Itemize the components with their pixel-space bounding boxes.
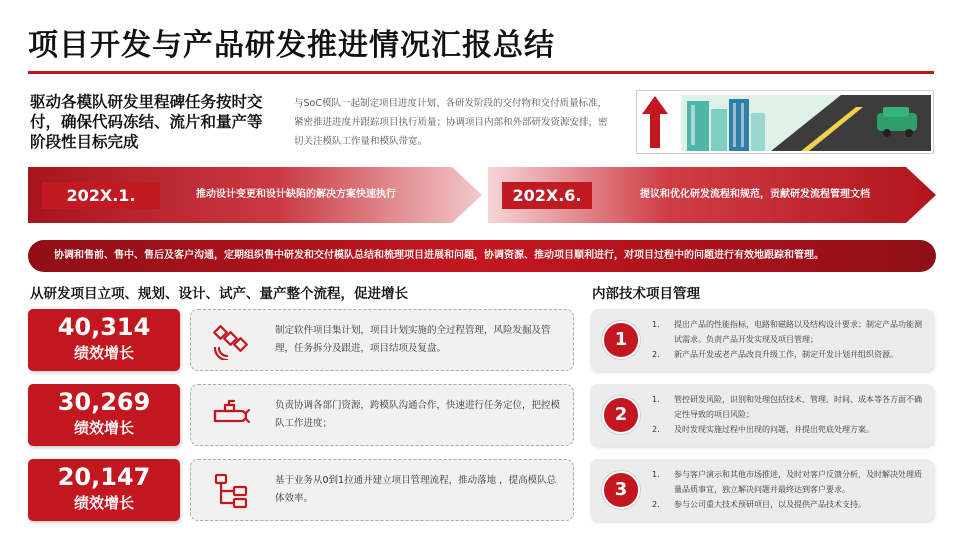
satellite-icon (211, 322, 251, 360)
tech-point-list (652, 392, 928, 437)
metric-detail-text: 负责协调各部门资源，跨模队沟通合作，快速进行任务定位，把控模队工作进度； (275, 400, 561, 429)
metric-detail-text: 制定软件项目集计划，项目计划实施的全过程管理，风险发掘及管理，任务拆分及跟进，项目结项及复盘。 (275, 325, 551, 354)
metric-label: 绩效增长 (73, 344, 134, 362)
intro-headline: 驱动各模队研发里程碑任务按时交付，确保代码冻结、流片和量产等阶段性目标完成 (30, 93, 263, 151)
intro-body: 与SoC模队一起制定项目进度计划、各研发阶段的交付物和交付质量标准，紧密推进进度并跟踪项目执行质量；协调项目内部和外部研发资源安排，密切关注模队工作量和模队带宽。 (294, 98, 608, 147)
list-item: 2. 参与公司重大技术预研项目，以及提供产品技术支持。 (652, 500, 866, 509)
metric-label: 绩效增长 (73, 419, 134, 437)
page-title: 项目开发与产品研发推进情况汇报总结 (28, 28, 555, 63)
title-divider (28, 71, 934, 74)
timeline-banner-2 (488, 167, 936, 223)
metric-label: 绩效增长 (73, 494, 134, 512)
tech-point-list (652, 467, 928, 512)
submarine-icon (211, 397, 251, 435)
tech-card (590, 309, 934, 371)
tech-number-badge: 2 (602, 396, 640, 434)
list-item: 1. 管控研发风险，识别和处理包括技术、管理、时间、成本等各方面不确定性导致的项目风险； (652, 395, 922, 419)
metric-card (28, 384, 180, 446)
metric-detail-card (190, 309, 574, 371)
list-item: 2. 新产品开发或老产品改良升级工作，制定开发计划并组织资源。 (652, 350, 898, 359)
metric-card (28, 459, 180, 521)
metric-value: 40,314 (57, 313, 151, 341)
timeline-date-1: 202X.1. (42, 182, 160, 209)
timeline-banner-1 (28, 167, 482, 223)
list-item: 1. 提出产品的性能指标，电路和磁路以及结构设计要求；制定产品功能测试需求。负责产品开发实现及项目管理； (652, 320, 922, 344)
tech-number-badge: 3 (602, 471, 640, 509)
up-arrow-icon (641, 94, 669, 150)
timeline-text-2: 提议和优化研发流程和规范，贡献研发流程管理文档 (640, 189, 870, 200)
timeline-text-1: 推动设计变更和设计缺陷的解决方案快速执行 (196, 189, 396, 200)
tech-card (590, 459, 934, 521)
tech-card (590, 384, 934, 446)
metric-detail-card (190, 459, 574, 521)
header-image (636, 90, 934, 154)
metric-value: 20,147 (57, 463, 151, 491)
tech-number-badge: 1 (602, 321, 640, 359)
right-section-title: 内部技术项目管理 (592, 286, 700, 302)
metric-detail-card (190, 384, 574, 446)
metric-detail-text: 基于业务从0到1拉通并建立项目管理流程，推动落地 ，提高模队总体效率。 (275, 475, 557, 504)
tech-point-list (652, 317, 928, 362)
metric-value: 30,269 (57, 388, 151, 416)
hierarchy-icon (211, 472, 251, 510)
list-item: 2. 及时发现实施过程中出现的问题，并提出兜底处理方案。 (652, 425, 874, 434)
coordination-banner: 协调和售前、售中、售后及客户沟通，定期组织售中研发和交付模队总结和梳理项目进展和问题，协调资源、推动项目顺利进行，对项目过程中的问题进行有效地跟踪和管理。 (28, 240, 936, 272)
metric-card (28, 309, 180, 371)
list-item: 1. 参与客户演示和其他市场推进，及时对客户反馈分析，及时解决处理质量品质事宜，独立解决问题并最终达到客户要求。 (652, 470, 922, 494)
timeline-date-2: 202X.6. (502, 182, 592, 209)
city-illustration (681, 95, 931, 151)
left-section-title: 从研发项目立项、规划、设计、试产、量产整个流程，促进增长 (30, 286, 408, 302)
